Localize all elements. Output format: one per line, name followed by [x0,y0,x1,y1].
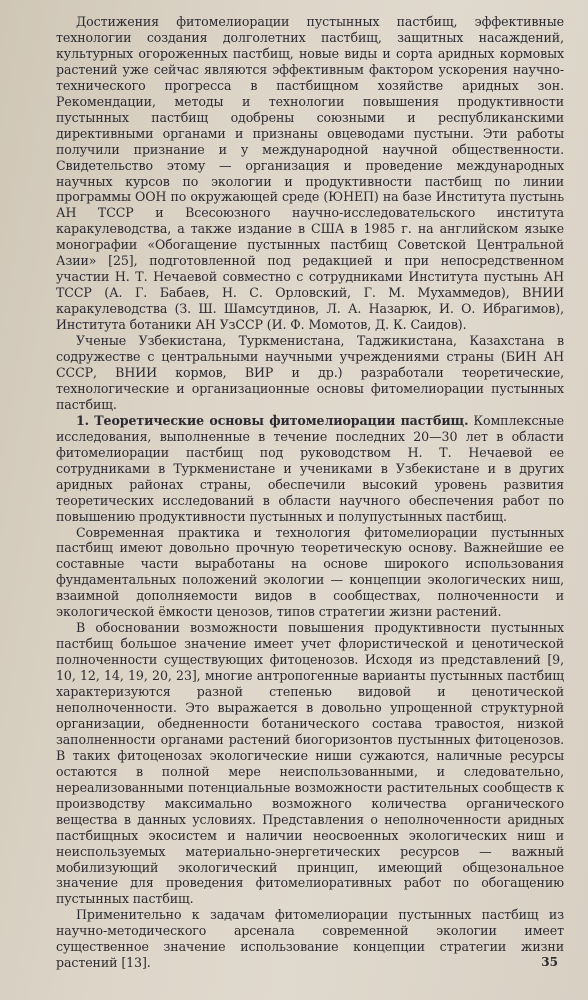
paragraph-scientists: Ученые Узбекистана, Туркменистана, Таджикистана, Казахстана в содружестве с центральными научными учреждениями страны (БИН АН СССР, ВНИИ кормов, ВИР и др.) разработали теоретические, технологические и организационные основы фитомелиорации пустынных пастбищ. [56,333,564,412]
paragraph-achievements: Достижения фитомелиорации пустынных пастбищ, эффективные технологии создания долголетних пастбищ, защитных насаждений, культурных огороженных пастбищ, новые виды и сорта аридных кормовых растений уже сейчас являются эффективным фактором ускорения научно-технического прогресса в пастбищном хозяйстве аридных зон. Рекомендации, методы и технологии повышения продуктивности пустынных пастбищ одобрены союзными и республиканскими директивными органами и признаны овцеводами пустыни. Эти работы получили признание и у международной научной общественности. Свидетельство этому — организация и проведение международных научных курсов по экологии и продуктивности пастбищ по линии программы ООН по окружающей среде (ЮНЕП) на базе Института пустынь АН ТССР и Всесоюзного научно-исследовательского института каракулеводства, а также издание в США в 1985 г. на английском языке монографии «Обогащение пустынных пастбищ Советской Центральной Азии» [25], подготовленной под редакцией и при непосредственном участии Н. Т. Нечаевой совместно с сотрудниками Института пустынь АН ТССР (А. Г. Бабаев, Н. С. Орловский, Г. М. Мухаммедов), ВНИИ каракулеводства (З. Ш. Шамсутдинов, Л. А. Назарюк, И. О. Ибрагимов), Института ботаники АН УзССР (И. Ф. Момотов, Д. К. Саидов). [56,14,564,333]
paragraph-application: Применительно к задачам фитомелиорации пустынных пастбищ из научно-методического арсенала современной экологии имеет существенное значение использование концепции стратегии жизни растений [13]. [56,907,564,971]
paragraph-practice: Современная практика и технология фитомелиорации пустынных пастбищ имеют довольно прочную теоретическую основу. Важнейшие ее составные части выработаны на основе широкого использования фундаментальных положений экологии — концепции экологических ниш, взаимной дополняемости видов в сообществах, полноченности и экологической ёмкости ценозов, типов стратегии жизни растений. [56,524,564,620]
paragraph-justification: В обосновании возможности повышения продуктивности пустынных пастбищ большое значение имеет учет флористической и ценотической полноченности существующих фитоценозов. Исходя из представлений [9, 10, 12, 14, 19, 20, 23], многие антропогенные варианты пустынных пастбищ характеризуются разной степенью видовой и ценотической неполноченности. Это выражается в довольно упрощенной структурной организации, обедненности ботанического состава травостоя, низкой заполненности органами растений биогоризонтов пустынных фитоценозов. В таких фитоценозах экологические ниши сужаются, наличные ресурсы остаются в полной мере неиспользованными, и следовательно, нереализованными потенциальные возможности растительных сообществ к производству максимально возможного количества органического вещества в данных условиях. Представления о неполноченности аридных пастбищных экосистем и наличии неосвоенных экологических ниш и неиспользуемых материально-энергетических ресурсов — важный мобилизующий экологический принцип, имеющий общезональное значение для проведения фитомелиоративных работ по обогащению пустынных пастбищ. [56,620,564,907]
page-body [56,14,564,971]
paragraph-section-1 [56,413,564,525]
section-text: Комплексные исследования, выполненные в течение последних 20—30 лет в области фитомелиорации пастбищ под руководством Н. Т. Нечаевой ее сотрудниками в Туркменистане и учениками в Узбекистане и в других аридных районах страны, обеспечили высокий уровень развития теоретических исследований в области научного обеспечения работ по повышению продуктивности пустынных и полупустынных пастбищ. [56,412,564,524]
section-heading: 1. Теоретические основы фитомелиорации пастбищ. [76,412,469,428]
page-number: 35 [541,955,558,969]
